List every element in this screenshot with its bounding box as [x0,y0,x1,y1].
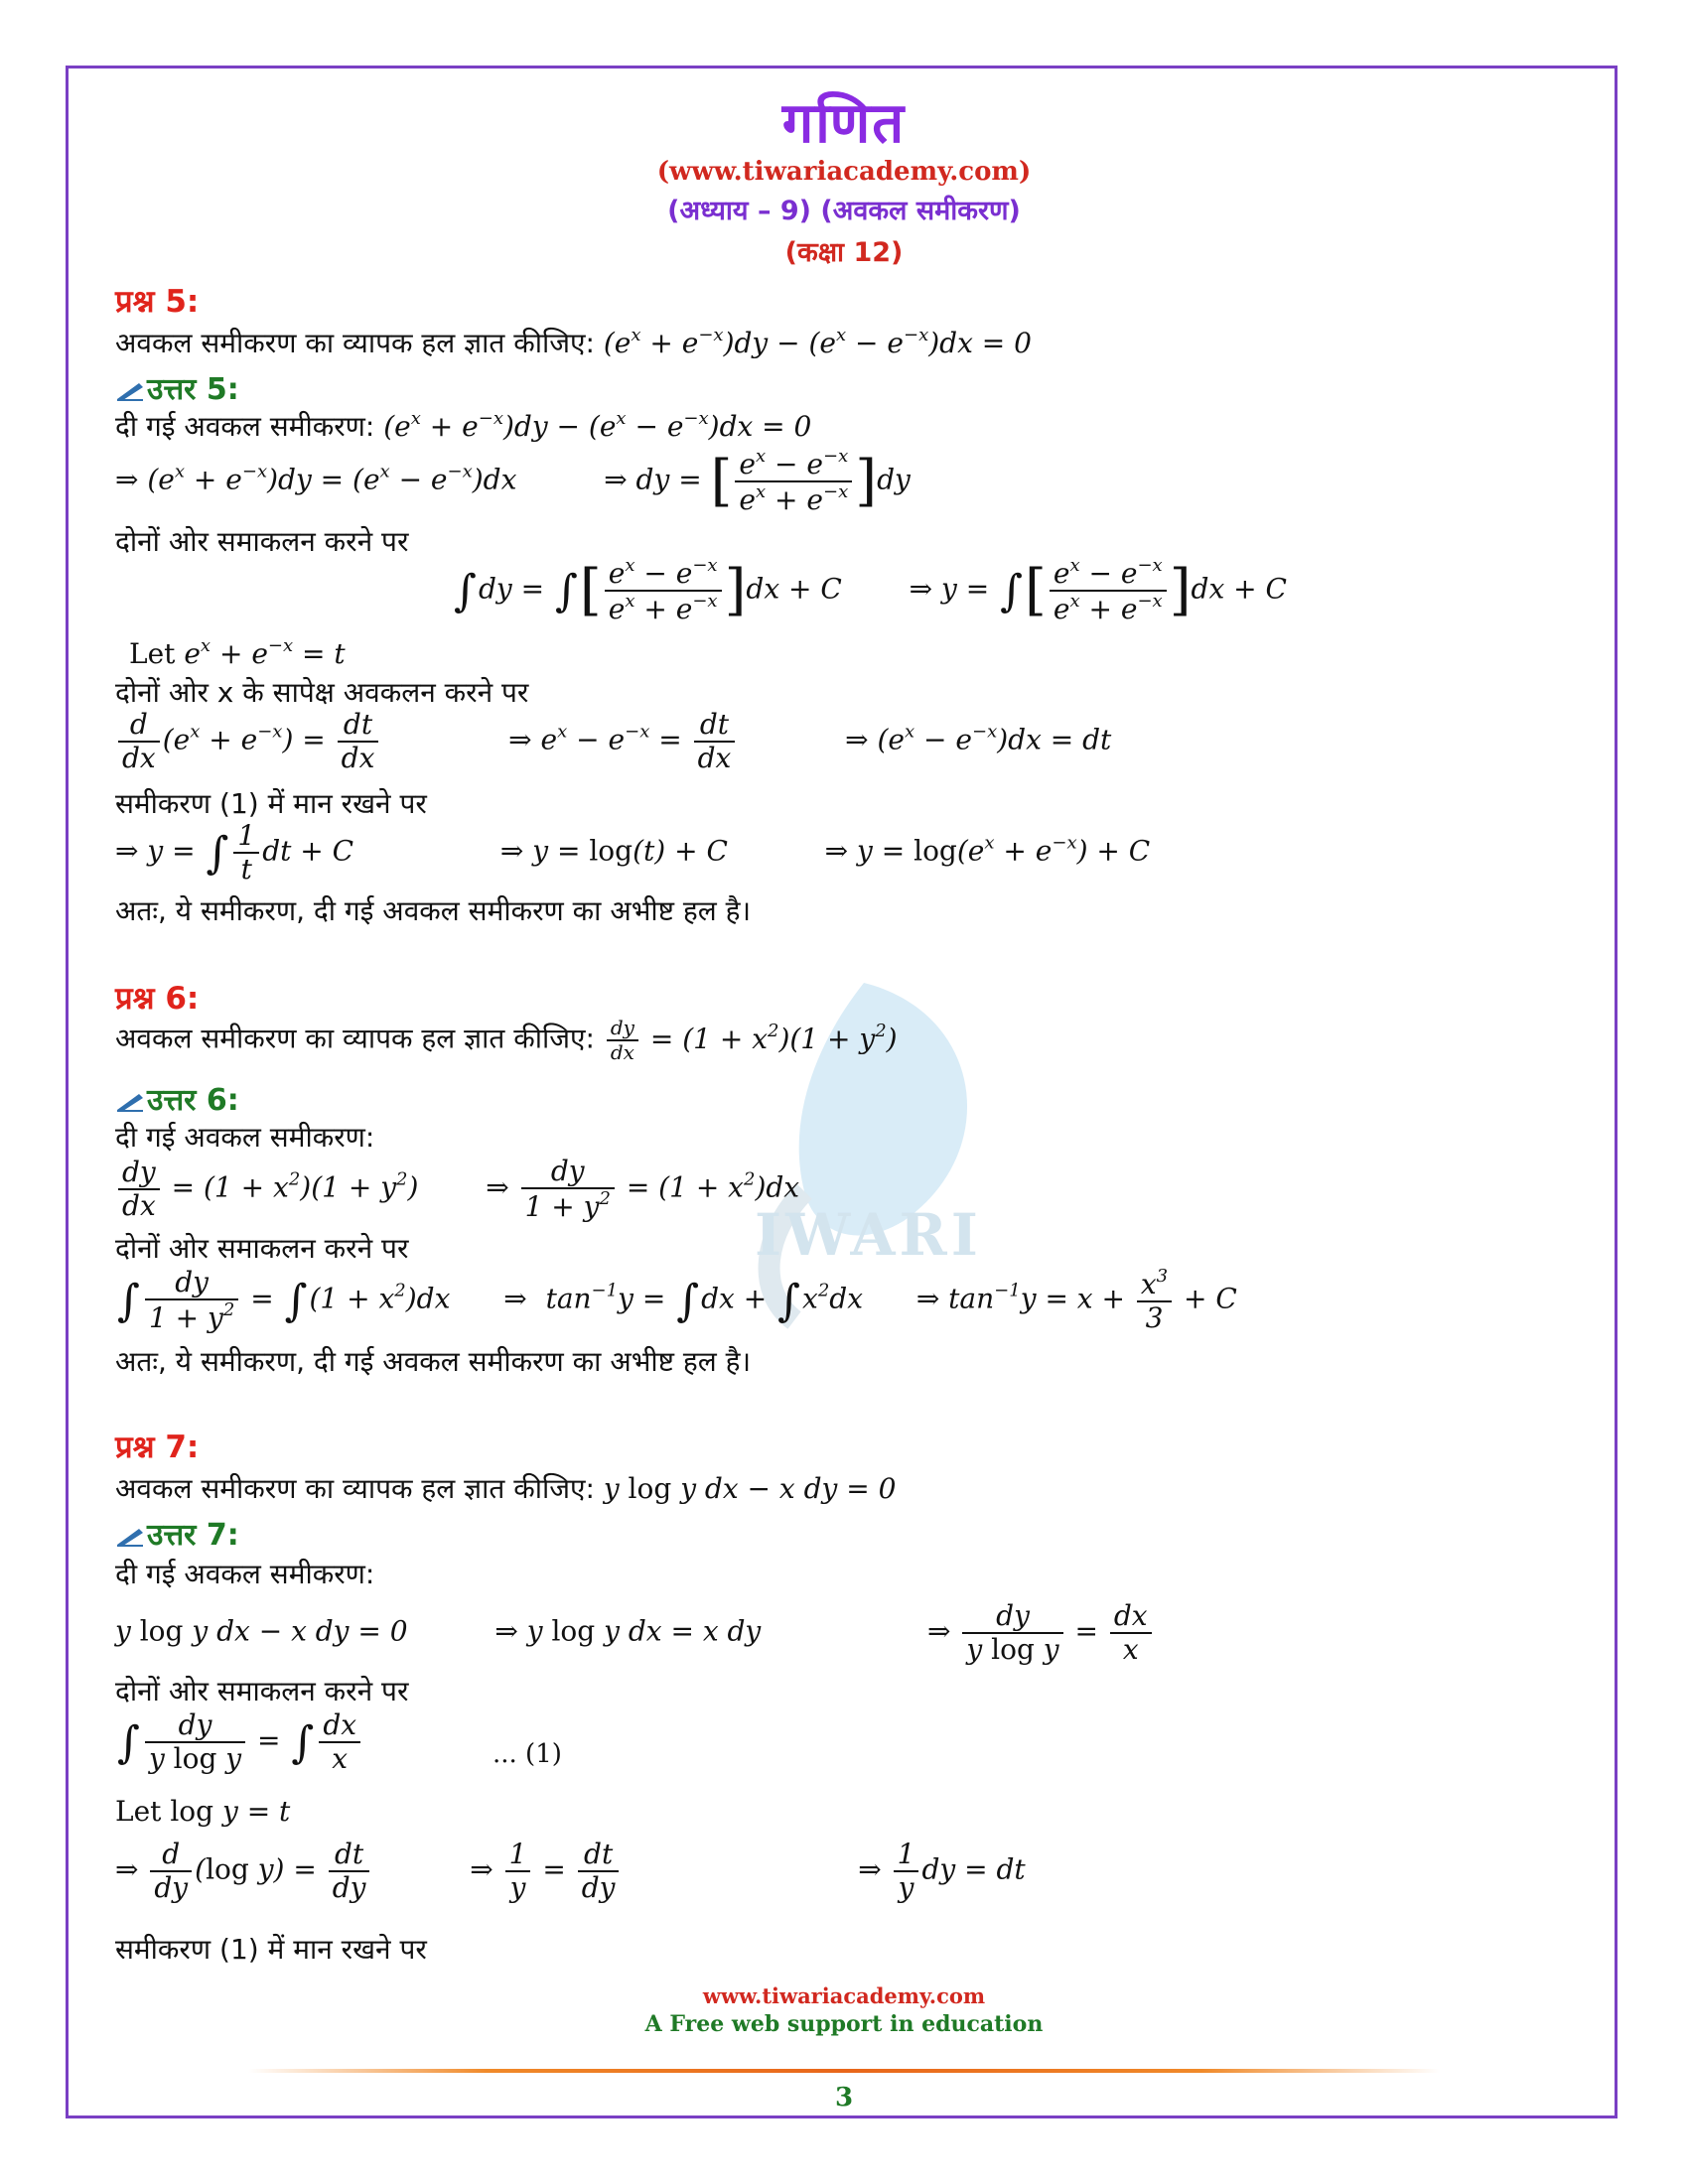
q5-answer-label: उत्तर 5: [147,372,239,407]
page-number: 3 [834,2083,854,2113]
q6-heading: प्रश्न 6: [115,981,200,1017]
q7-answer-label: उत्तर 7: [147,1518,239,1553]
q6-integrate: दोनों ओर समाकलन करने पर [115,1232,409,1265]
q7-equation: y log y dx − x dy = 0 [603,1472,897,1505]
q5-given-text: दी गई अवकल समीकरण: [115,410,375,443]
q6-answer-label: उत्तर 6: [147,1083,239,1118]
q5-question [115,324,1032,361]
q5-step3: $\frac{d}{dx}$ $(e^x + e^{-x})$ = $\frac{dt}{dx}$ ⇒ $e^x - e^{-x}$ = $\frac{dt}{dx}$ ⇒ $(e^x - e^{-x})dx$ = dt [115,709,1111,774]
q7-question-text: अवकल समीकरण का व्यापक हल ज्ञात कीजिए: [115,1472,595,1505]
footer-divider [248,2069,1440,2073]
q6-given: दी गई अवकल समीकरण: [115,1121,375,1154]
q5-step4: ⇒ y = ∫ $\frac{1}{t}$ dt + C ⇒ y = log(t) + C ⇒ $y = \log(e^x + e^{-x}) + C$ [115,819,1151,887]
q6-answer-heading [115,1078,239,1119]
q7-integrate: दोनों ओर समाकलन करने पर [115,1675,409,1707]
footer-site-link[interactable]: www.tiwariacademy.com [702,1983,986,2008]
q6-step2: ∫ $\frac{dy}{1 + y^2}$ = $\int(1 + x^2)dx$ ⇒ $\tan^{-1}y = \int dx + \int x^2dx$ ⇒ $\tan^{-1}y = x$ + $\frac{x^3}{3}$ + C [117,1266,1237,1335]
pen-icon [115,1090,145,1112]
site-link[interactable]: (www.tiwariacademy.com) [656,157,1032,187]
page-title: गणित [781,91,907,156]
class-label: (कक्षा 12) [784,237,904,268]
q5-diff: दोनों ओर x के सापेक्ष अवकलन करने पर [115,676,529,709]
q7-step3: ⇒ $\frac{d}{dy}$ (log y) = $\frac{dt}{dy}$ ⇒ $\frac{1}{y}$ = $\frac{dt}{dy}$ ⇒ $\frac{1}{y}$ dy = dt [115,1838,1026,1905]
q7-ref1: ... (1) [492,1739,562,1769]
watermark-text: IWARI [755,1201,982,1269]
q5-let-label: Let [129,637,176,670]
pen-icon [115,1525,145,1547]
q5-conclusion: अतः, ये समीकरण, दी गई अवकल समीकरण का अभीष्ट हल है। [115,894,752,927]
footer-tagline: A Free web support in education [644,2011,1044,2037]
chapter-label: (अध्याय – 9) (अवकल समीकरण) [667,196,1021,226]
q5-question-text: अवकल समीकरण का व्यापक हल ज्ञात कीजिए: [115,327,595,359]
q5-given-eq: $(e^x + e^{-x})dy - (e^x - e^{-x})dx = 0$ [383,408,812,443]
q7-let-eq: log y = t [170,1795,291,1828]
q6-conclusion: अतः, ये समीकरण, दी गई अवकल समीकरण का अभीष्ट हल है। [115,1345,752,1378]
q7-step2: ∫ $\frac{dy}{\text{y log y}}$ = ∫ $\frac{dx}{x}$ [115,1709,363,1775]
q7-answer-heading [115,1513,239,1554]
q5-equation: $(e^x + e^{-x})dy - (e^x - e^{-x})dx = 0$ [603,325,1032,359]
q6-step1: $\frac{dy}{dx}$ = $(1 + x^2)(1 + y^2)$ ⇒ $\frac{dy}{1 + y^2}$ = $(1 + x^2)dx$ [115,1156,799,1223]
q6-question-text: अवकल समीकरण का व्यापक हल ज्ञात कीजिए: [115,1022,595,1055]
q7-heading: प्रश्न 7: [115,1430,200,1465]
q7-subst: समीकरण (1) में मान रखने पर [115,1933,427,1966]
q5-subst: समीकरण (1) में मान रखने पर [115,787,427,820]
q5-step2: ∫dy = ∫[ $\frac{e^x - e^{-x}}{e^x + e^{-x}}$ ]dx + C ⇒ y = ∫[ $\frac{e^x - e^{-x}}{e^x + e^{-x}}$ ]dx + C [454,555,1287,626]
q6-question [115,1017,898,1064]
q7-given: दी गई अवकल समीकरण: [115,1558,375,1590]
q5-answer-heading [115,367,239,408]
q5-step1: ⇒ $(e^x + e^{-x})dy = (e^x - e^{-x})dx$ ⇒ dy = [ $\frac{e^x - e^{-x}}{e^x + e^{-x}}$ ]dy [115,446,911,517]
q7-question [115,1469,896,1507]
pen-icon [115,379,145,401]
q5-given [115,407,811,445]
q5-integrate: दोनों ओर समाकलन करने पर [115,525,409,558]
q7-let [115,1795,290,1828]
q7-step1: y log y dx − x dy = 0 ⇒ y log y dx = x dy ⇒ $\frac{dy}{\text{y log y}}$ = $\frac{dx}{x}$ [115,1600,1155,1666]
q6-equation: $\frac{dy}{dx}$ = $(1 + x^2)(1 + y^2)$ [604,1023,898,1055]
q5-heading: प्रश्न 5: [115,284,200,320]
q7-let-label: Let [115,1795,162,1828]
q5-let [129,635,346,670]
q5-let-eq: $e^x + e^{-x} = t$ [184,635,346,670]
